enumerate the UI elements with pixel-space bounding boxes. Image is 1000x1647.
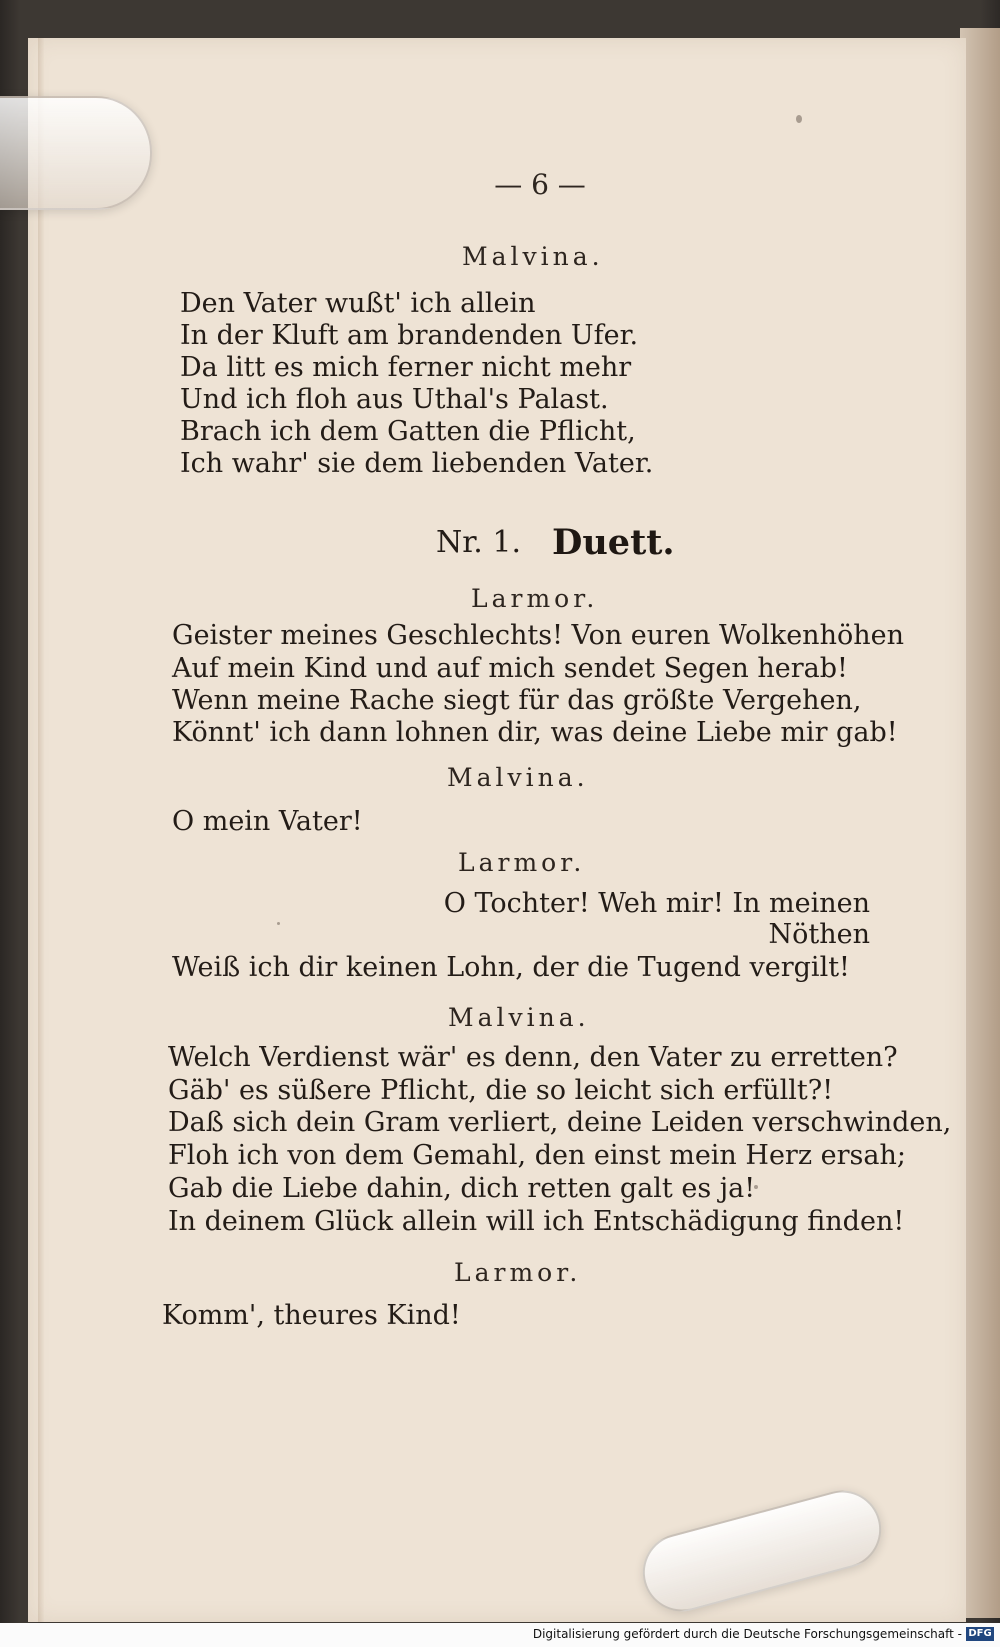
- page-clip-top: [0, 96, 152, 210]
- text-line: Welch Verdienst wär' es denn, den Vater zu erretten?: [168, 1042, 898, 1073]
- text-line: Nöthen: [768, 919, 870, 950]
- text-line: Und ich floh aus Uthal's Palast.: [180, 384, 609, 415]
- speaker-malvina: Malvina.: [448, 1003, 590, 1032]
- text-line: Brach ich dem Gatten die Pflicht,: [180, 416, 636, 447]
- paper-speck: [277, 922, 280, 925]
- speaker-larmor: Larmor.: [458, 848, 586, 877]
- text-line: Da litt es mich ferner nicht mehr: [180, 352, 632, 383]
- speaker-malvina: Malvina.: [447, 763, 589, 792]
- text-line: Könnt' ich dann lohnen dir, was deine Liebe mir gab!: [172, 717, 898, 748]
- text-line: Ich wahr' sie dem liebenden Vater.: [180, 448, 654, 479]
- text-line: O Tochter! Weh mir! In meinen: [443, 888, 870, 919]
- dfg-logo: DFG: [966, 1627, 994, 1641]
- text-line: Weiß ich dir keinen Lohn, der die Tugend vergilt!: [172, 952, 850, 983]
- page-edge: [960, 28, 1000, 1618]
- footer-text: Digitalisierung gefördert durch die Deutsche Forschungsgemeinschaft -: [532, 1627, 962, 1641]
- text-line: Den Vater wußt' ich allein: [180, 288, 536, 319]
- text-line: Floh ich von dem Gemahl, den einst mein Herz ersah;: [168, 1140, 906, 1171]
- text-line: Wenn meine Rache siegt für das größte Vergehen,: [172, 685, 862, 716]
- text-line: Gäb' es süßere Pflicht, die so leicht sich erfüllt?!: [168, 1075, 834, 1106]
- text-line: Geister meines Geschlechts! Von euren Wolkenhöhen: [172, 620, 904, 651]
- text-line: In deinem Glück allein will ich Entschädigung finden!: [168, 1206, 905, 1237]
- text-line: In der Kluft am brandenden Ufer.: [180, 320, 639, 351]
- section-number: Nr. 1.: [436, 525, 521, 560]
- speaker-larmor: Larmor.: [471, 584, 599, 613]
- text-line: Komm', theures Kind!: [162, 1300, 461, 1331]
- speaker-larmor: Larmor.: [454, 1258, 582, 1287]
- text-line: Gab die Liebe dahin, dich retten galt es ja!: [168, 1173, 756, 1204]
- text-line: Auf mein Kind und auf mich sendet Segen herab!: [172, 653, 848, 684]
- section-title: Duett.: [552, 522, 675, 563]
- paper-speck: [796, 115, 802, 123]
- text-line: Daß sich dein Gram verliert, deine Leiden verschwinden,: [168, 1107, 952, 1138]
- document-page: [28, 38, 966, 1622]
- text-line: O mein Vater!: [172, 806, 363, 837]
- speaker-malvina: Malvina.: [462, 242, 604, 271]
- page-number: — 6 —: [494, 168, 586, 201]
